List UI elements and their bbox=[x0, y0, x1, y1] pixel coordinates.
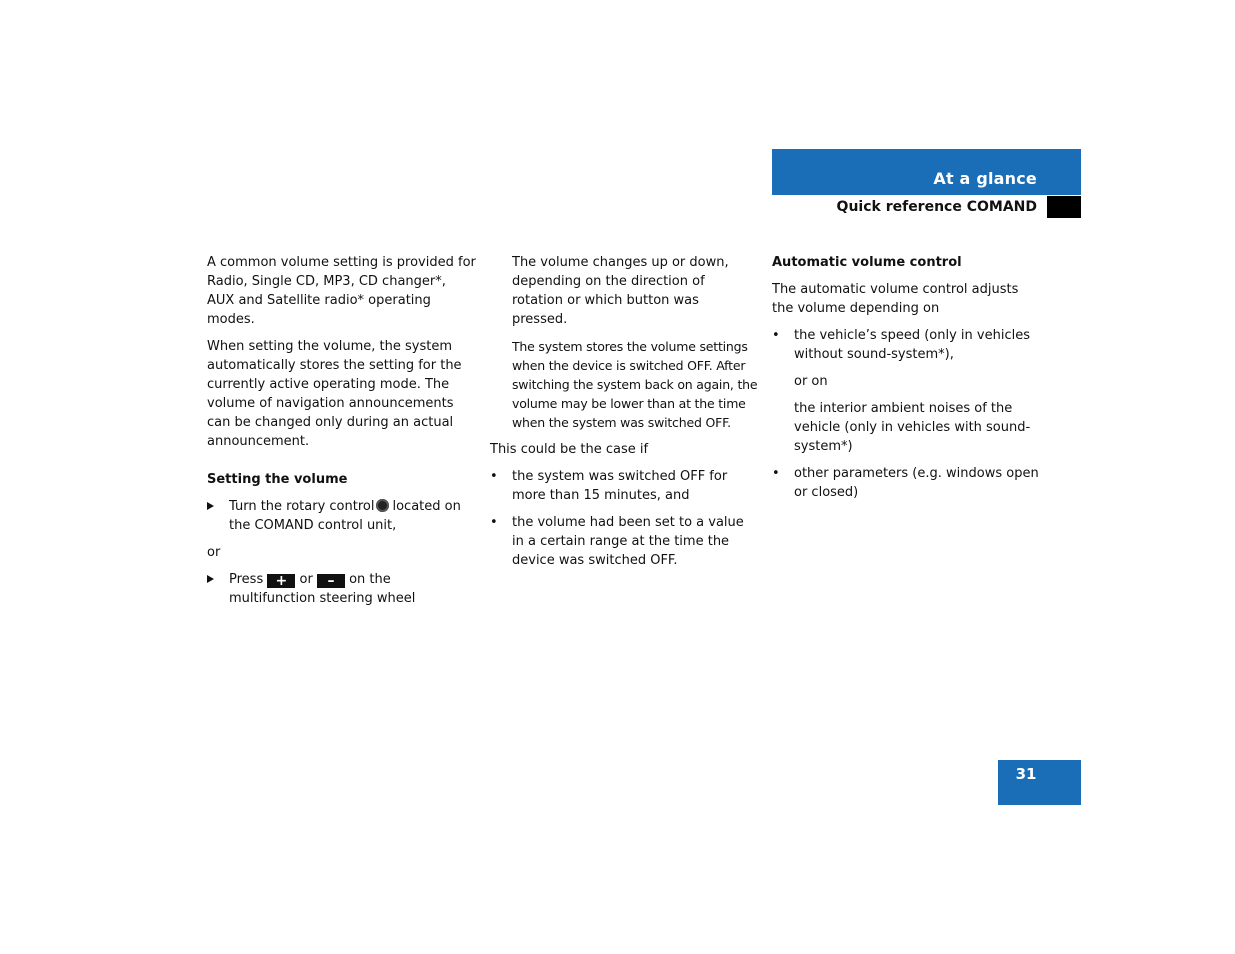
list-item bbox=[490, 467, 758, 505]
plus-key-icon: + bbox=[267, 574, 295, 588]
step-arrow-icon bbox=[207, 502, 214, 510]
or-text: or bbox=[207, 545, 221, 560]
list-item bbox=[772, 464, 1042, 502]
step-text: Press bbox=[229, 572, 264, 587]
column-left bbox=[207, 253, 477, 608]
minus-key-icon: – bbox=[317, 574, 345, 588]
step-text: on the multifunction steering wheel bbox=[229, 572, 416, 606]
bullet-icon: • bbox=[490, 469, 498, 484]
step-text: located on the COMAND control unit, bbox=[229, 499, 461, 533]
step-text: or bbox=[299, 572, 313, 587]
thumb-tab bbox=[1047, 196, 1081, 218]
note-paragraph: The system stores the volume settings when the device is switched OFF. After switching the system back on again, the volume may be lower than at the time when the system was switched OFF. bbox=[512, 339, 758, 430]
intro-paragraph: A common volume setting is provided for Radio, Single CD, MP3, CD changer*, AUX and Satellite radio* operating modes. bbox=[207, 255, 476, 327]
step-keys bbox=[207, 570, 477, 608]
bullet-icon: • bbox=[772, 328, 780, 343]
list-item-text: the vehicle’s speed (only in vehicles without sound-system*), bbox=[794, 328, 1030, 362]
bullet-icon: • bbox=[772, 466, 780, 481]
list-item-text: the system was switched OFF for more than 15 minutes, and bbox=[512, 469, 728, 503]
storage-paragraph: When setting the volume, the system automatically stores the setting for the currently active operating mode. The volume of navigation announcements can be changed only during an actual announcement. bbox=[207, 339, 462, 449]
column-middle bbox=[490, 253, 758, 570]
rotary-control-icon bbox=[376, 499, 389, 512]
auto-volume-heading: Automatic volume control bbox=[772, 255, 962, 270]
list-item bbox=[490, 513, 758, 570]
case-paragraph: This could be the case if bbox=[490, 442, 649, 457]
list-item-text: other parameters (e.g. windows open or closed) bbox=[794, 466, 1039, 500]
subsection-title: Quick reference COMAND bbox=[836, 199, 1037, 215]
bullet-icon: • bbox=[490, 515, 498, 530]
page-number-box bbox=[998, 760, 1081, 805]
auto-volume-paragraph: The automatic volume control adjusts the volume depending on bbox=[772, 282, 1019, 316]
step-arrow-icon bbox=[207, 575, 214, 583]
list-item bbox=[772, 326, 1042, 364]
step-rotary bbox=[207, 497, 477, 535]
list-item-text: the volume had been set to a value in a certain range at the time the device was switched OFF. bbox=[512, 515, 744, 568]
list-item-continuation: the interior ambient noises of the vehicle (only in vehicles with sound-system*) bbox=[794, 401, 1031, 454]
step-text: Turn the rotary control bbox=[229, 499, 375, 514]
section-title: At a glance bbox=[933, 169, 1037, 188]
volume-change-paragraph: The volume changes up or down, depending on the direction of rotation or which button was pressed. bbox=[512, 255, 729, 327]
or-on-text: or on bbox=[794, 374, 828, 389]
subsection-header bbox=[772, 196, 1046, 218]
setting-volume-heading: Setting the volume bbox=[207, 472, 348, 487]
column-right bbox=[772, 253, 1042, 502]
section-header-bar bbox=[772, 149, 1081, 195]
page-number: 31 bbox=[1015, 765, 1037, 783]
